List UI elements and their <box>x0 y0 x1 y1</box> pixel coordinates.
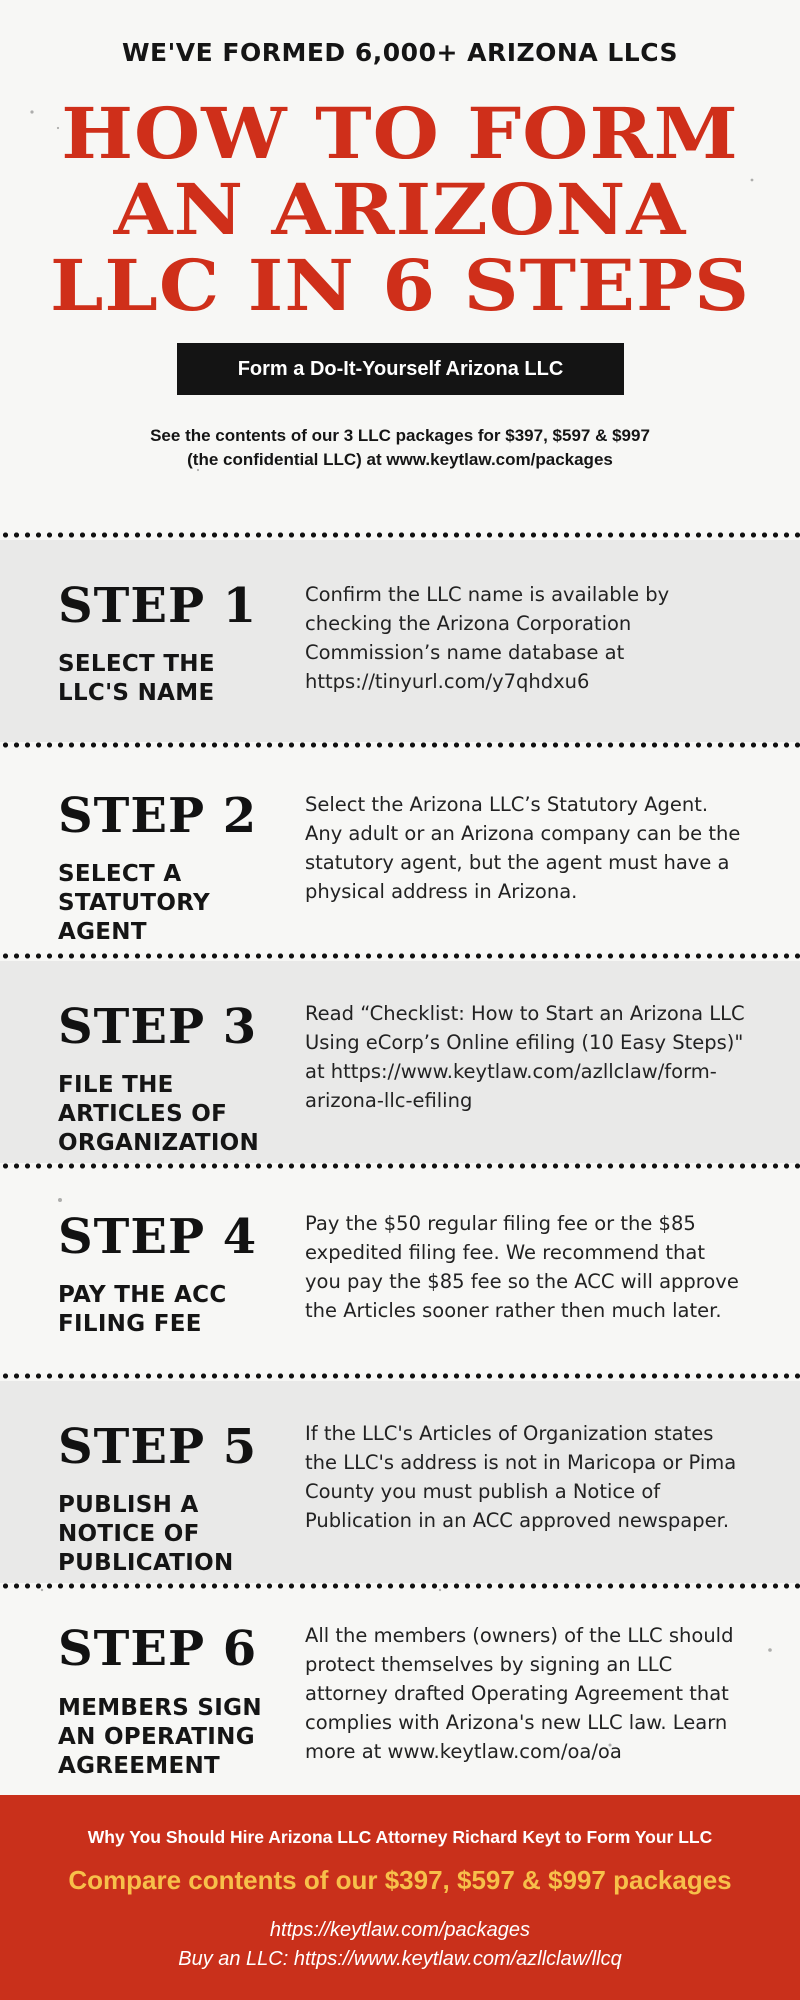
page-title <box>0 92 800 327</box>
step-6-label: MEMBERS SIGN AN OPERATING AGREEMENT <box>58 1695 262 1779</box>
dotted-divider <box>0 1583 800 1589</box>
step-2-section <box>0 750 800 953</box>
footer-banner <box>0 1795 800 2000</box>
dotted-divider <box>0 1373 800 1379</box>
step-1-body: Confirm the LLC name is available by checking the Arizona Corporation Commission’s name database at https://tinyurl.com/y7qhdxu6 <box>305 583 670 693</box>
step-4-section <box>0 1171 800 1373</box>
step-2-label: SELECT A STATUTORY AGENT <box>58 861 210 945</box>
footer-heading: Why You Should Hire Arizona LLC Attorney Richard Keyt to Form Your LLC <box>87 1827 713 1847</box>
title-line-1: HOW TO FORM <box>61 92 739 175</box>
footer-compare-packages: Compare contents of our $397, $597 & $997 packages <box>68 1865 732 1895</box>
step-5-label: PUBLISH A NOTICE OF PUBLICATION <box>58 1492 234 1576</box>
diy-llc-button[interactable]: Form a Do-It-Yourself Arizona LLC <box>177 343 624 395</box>
step-5-body: If the LLC's Articles of Organization states the LLC's address is not in Maricopa or Pima County you must publish a Notice of Publication in an ACC approved newspaper. <box>305 1422 737 1532</box>
step-6-body: All the members (owners) of the LLC should protect themselves by signing an LLC attorney drafted Operating Agreement that complies with Arizona's new LLC law. Learn more at www.keytlaw.com/oa/oa <box>305 1624 734 1763</box>
step-4-label: PAY THE ACC FILING FEE <box>58 1282 227 1337</box>
step-3-body: Read “Checklist: How to Start an Arizona LLC Using eCorp’s Online efiling (10 Easy Steps)" at https://www.keytlaw.com/azllclaw/form-arizona-llc-efiling <box>305 1002 745 1112</box>
step-6-number: STEP 6 <box>58 1621 258 1677</box>
dotted-divider <box>0 1163 800 1169</box>
step-5-section <box>0 1381 800 1583</box>
step-2-number: STEP 2 <box>58 788 258 844</box>
step-4-number: STEP 4 <box>58 1209 258 1265</box>
dotted-divider <box>0 532 800 538</box>
step-3-number: STEP 3 <box>58 999 258 1055</box>
footer-packages-link[interactable]: https://keytlaw.com/packages <box>269 1919 531 1941</box>
step-1-section <box>0 540 800 742</box>
title-line-3: LLC IN 6 STEPS <box>49 244 751 327</box>
step-3-label: FILE THE ARTICLES OF ORGANIZATION <box>58 1072 260 1156</box>
kicker-text: WE'VE FORMED 6,000+ ARIZONA LLCS <box>121 38 679 67</box>
step-4-body: Pay the $50 regular filing fee or the $85 expedited filing fee. We recommend that you pay the $85 fee so the ACC will approve the Articles sooner rather then much later. <box>305 1212 739 1322</box>
step-2-body: Select the Arizona LLC’s Statutory Agent. Any adult or an Arizona company can be the statutory agent, but the agent must have a physical address in Arizona. <box>305 793 741 903</box>
dotted-divider <box>0 742 800 748</box>
step-5-number: STEP 5 <box>58 1419 258 1475</box>
title-line-2: AN ARIZONA <box>113 168 687 251</box>
step-1-label: SELECT THE LLC'S NAME <box>58 651 215 706</box>
dotted-divider <box>0 953 800 959</box>
step-1-number: STEP 1 <box>58 578 258 634</box>
footer-buy-llc-link[interactable]: Buy an LLC: https://www.keytlaw.com/azllclaw/llcq <box>178 1948 622 1970</box>
packages-subtitle: See the contents of our 3 LLC packages for $397, $597 & $997 (the confidential LLC) at www.keytlaw.com/packages <box>150 426 650 469</box>
step-6-section <box>0 1591 800 1795</box>
step-3-section <box>0 961 800 1163</box>
